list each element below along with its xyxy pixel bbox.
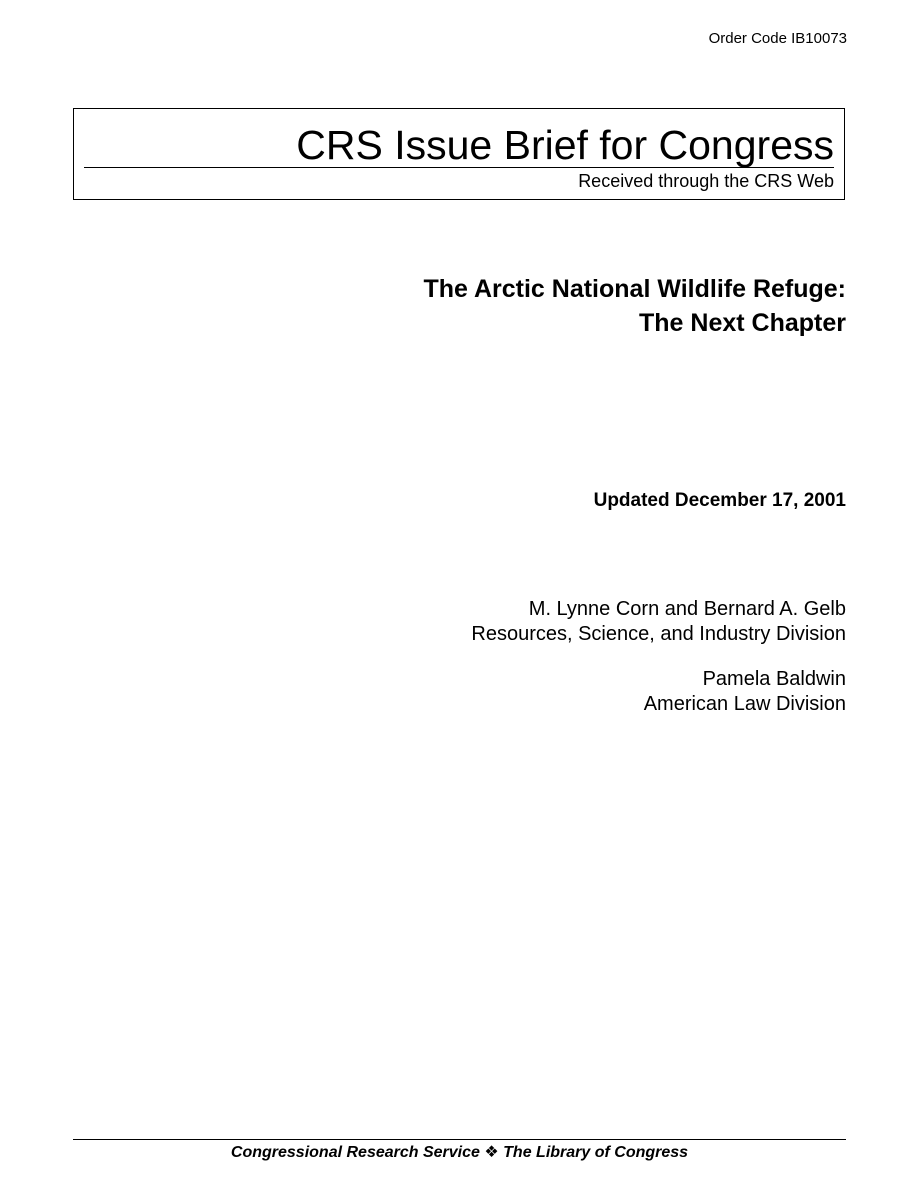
document-title-line-1: The Arctic National Wildlife Refuge: (423, 275, 846, 303)
banner-title: CRS Issue Brief for Congress (296, 122, 834, 168)
author-division: Resources, Science, and Industry Division (471, 623, 846, 645)
document-title-line-2: The Next Chapter (639, 309, 846, 337)
updated-date: Updated December 17, 2001 (593, 490, 846, 511)
authors-block (471, 597, 846, 717)
order-code: Order Code IB10073 (708, 30, 847, 47)
banner-subtitle: Received through the CRS Web (578, 171, 834, 191)
author-group-2 (471, 667, 846, 717)
author-names: M. Lynne Corn and Bernard A. Gelb (528, 598, 846, 620)
footer-text: Congressional Research Service ❖ The Library of Congress (230, 1144, 689, 1161)
author-division: American Law Division (643, 693, 846, 715)
footer-divider (73, 1139, 846, 1140)
document-title (424, 272, 847, 340)
author-group-1 (471, 597, 846, 647)
author-names: Pamela Baldwin (702, 668, 846, 690)
crs-banner (73, 108, 845, 200)
banner-divider (84, 167, 834, 168)
